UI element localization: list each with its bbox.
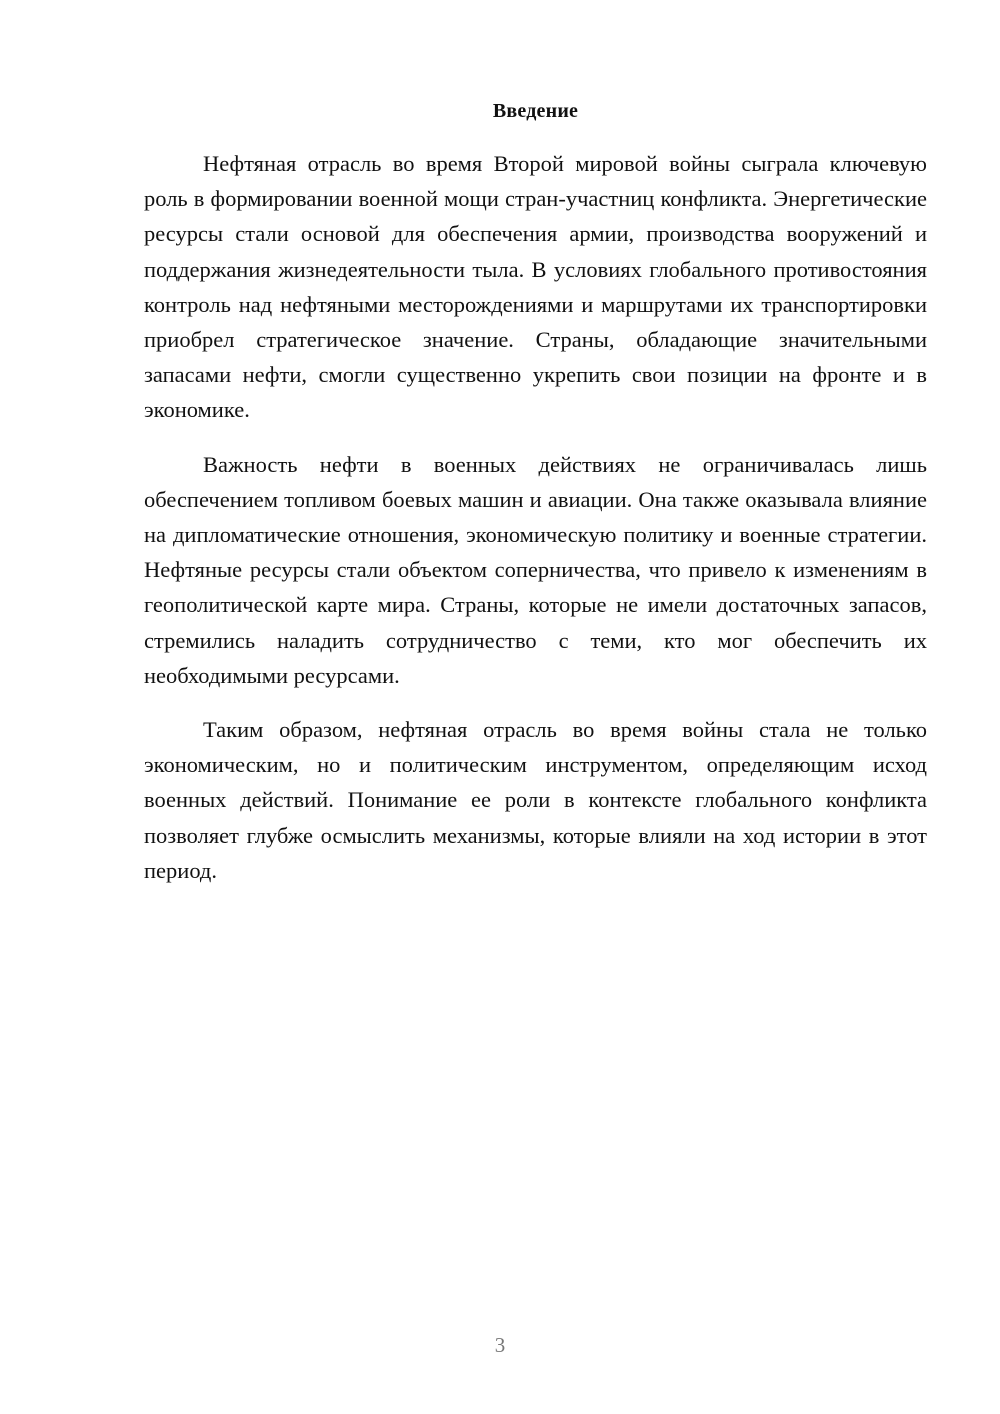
paragraph-3: Таким образом, нефтяная отрасль во время войны стала не только экономическим, но и политическим инструментом, определяющим исход военных действий. Понимание ее роли в контексте глобального конфликта позволяет глубже осмыслить механизмы, которые влияли на ход истории в этот период. — [144, 717, 927, 883]
paragraph-1: Нефтяная отрасль во время Второй мировой войны сыграла ключевую роль в формировании военной мощи стран-участниц конфликта. Энергетические ресурсы стали основой для обеспечения армии, производства вооружений и поддержания жизнедеятельности тыла. В условиях глобального противостояния контроль над нефтяными месторождениями и маршрутами их транспортировки приобрел стратегическое значение. Страны, обладающие значительными запасами нефти, смогли существенно укрепить свои позиции на фронте и в экономике. — [144, 151, 927, 423]
paragraph-2: Важность нефти в военных действиях не ограничивалась лишь обеспечением топливом боевых машин и авиации. Она также оказывала влияние на дипломатические отношения, экономическую политику и военные стратегии. Нефтяные ресурсы стали объектом соперничества, что привело к изменениям в геополитической карте мира. Страны, которые не имели достаточных запасов, стремились наладить сотрудничество с теми, кто мог обеспечить их необходимыми ресурсами. — [144, 451, 927, 688]
page-number: 3 — [494, 1333, 506, 1357]
page-content — [144, 96, 927, 907]
section-heading: Введение — [492, 100, 579, 122]
